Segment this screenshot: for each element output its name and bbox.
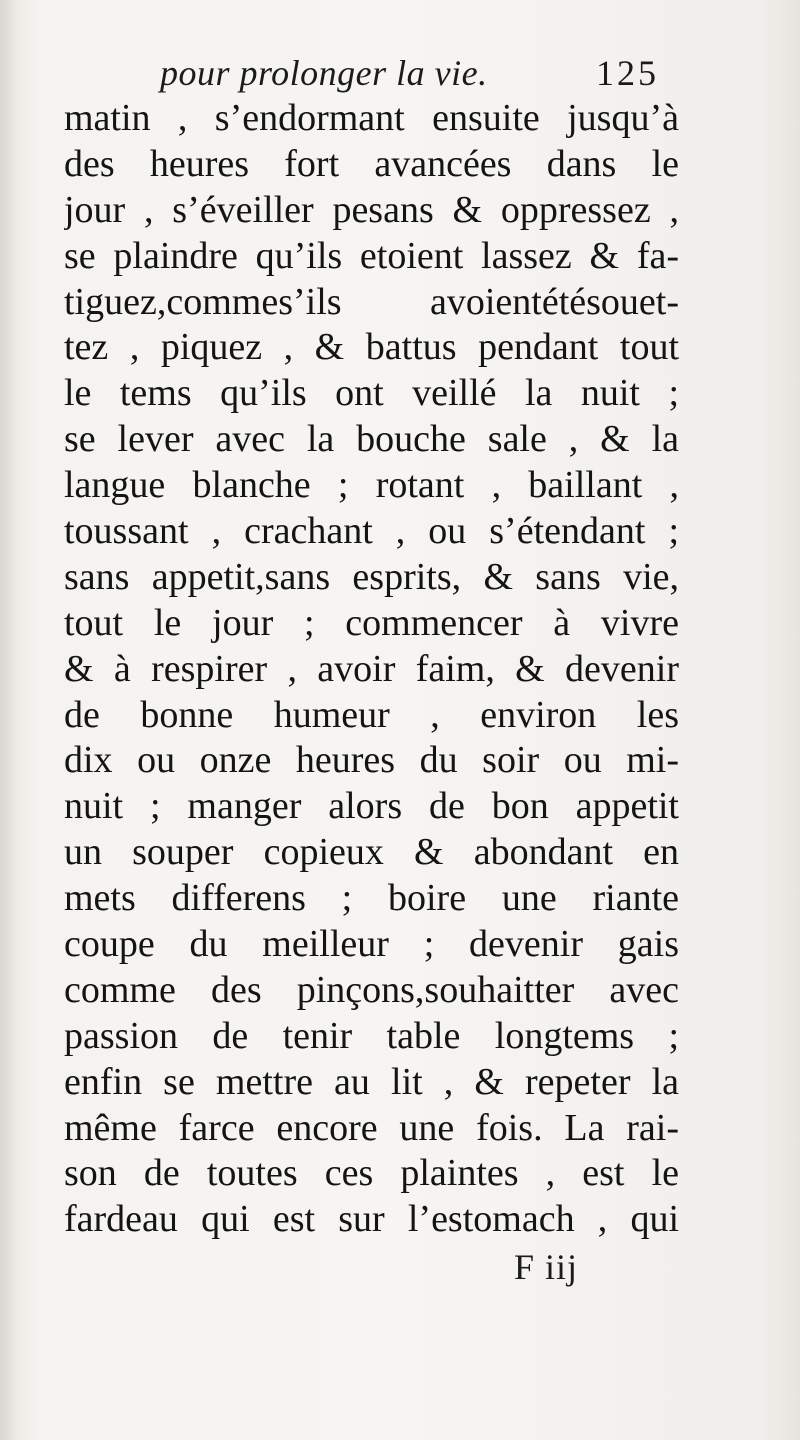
- text-line: un souper copieux & abondant en: [64, 831, 679, 874]
- text-line: coupe du meilleur ; devenir gais: [64, 923, 679, 966]
- text-line: passion de tenir table longtems ;: [64, 1014, 679, 1057]
- text-line: tez , piquez , & battus pendant tout: [64, 326, 679, 369]
- page-number: 125: [596, 53, 659, 93]
- text-line: se plaindre qu’ils etoient lassez & fa-: [64, 234, 679, 277]
- text-line: enfin se mettre au lit , & repeter la: [64, 1060, 679, 1103]
- text-line: matin , s’endormant ensuite jusqu’à: [64, 97, 679, 139]
- text-line: comme des pinçons,souhaitter avec: [64, 968, 679, 1011]
- text-line: des heures fort avancées dans le: [64, 142, 679, 185]
- page-gutter-shadow: [0, 0, 18, 1440]
- signature-mark: F iij: [514, 1247, 579, 1287]
- running-head-title: pour prolonger la vie.: [160, 53, 488, 93]
- text-line: dix ou onze heures du soir ou mi-: [64, 739, 679, 782]
- text-line: toussant , crachant , ou s’étendant ;: [64, 510, 679, 553]
- body-text: [64, 96, 679, 1243]
- text-line: fardeau qui est sur l’estomach , qui: [64, 1198, 679, 1241]
- text-line: tiguez,commes’ils avoientétésouet-: [64, 280, 679, 323]
- text-line: le tems qu’ils ont veillé la nuit ;: [64, 372, 679, 415]
- text-line: tout le jour ; commencer à vivre: [64, 601, 679, 644]
- text-line: jour , s’éveiller pesans & oppressez ,: [64, 188, 679, 231]
- text-line: langue blanche ; rotant , baillant ,: [64, 464, 679, 507]
- text-line: & à respirer , avoir faim, & devenir: [64, 647, 679, 690]
- text-line: même farce encore une fois. La rai-: [64, 1106, 679, 1149]
- text-line: mets differens ; boire une riante: [64, 877, 679, 920]
- text-line: se lever avec la bouche sale , & la: [64, 418, 679, 461]
- text-line: nuit ; manger alors de bon appetit: [64, 785, 679, 828]
- text-line: de bonne humeur , environ les: [64, 693, 679, 736]
- text-line: son de toutes ces plaintes , est le: [64, 1152, 679, 1195]
- text-line: sans appetit,sans esprits, & sans vie,: [64, 555, 679, 598]
